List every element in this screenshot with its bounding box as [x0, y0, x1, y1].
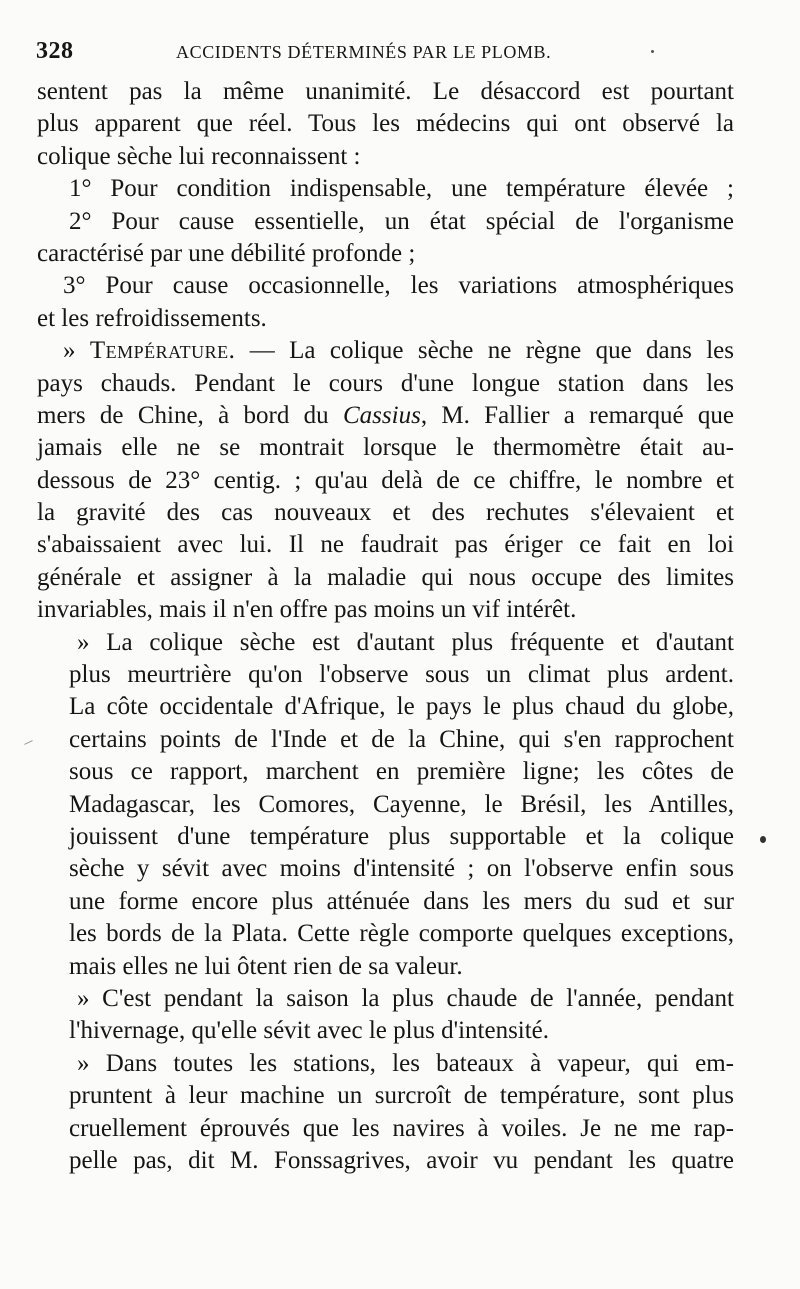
- section-heading: Température.: [89, 337, 236, 365]
- text-line: [37, 400, 734, 432]
- text-line: 3° Pour cause occasionnelle, les variations atmosphériques: [63, 272, 734, 300]
- text-line: sentent pas la même unanimité. Le désaccord est pourtant: [37, 78, 734, 105]
- ink-speck: [651, 50, 654, 53]
- heading-continuation: — La colique sèche ne règne que dans les: [235, 337, 735, 365]
- text-line: 2° Pour cause essentielle, un état spécial de l'organisme: [69, 207, 734, 235]
- text-line: jouissent d'une température plus supportable et la colique: [69, 822, 734, 850]
- text-line: » Dans toutes les stations, les bateaux à vapeur, qui em-: [77, 1049, 734, 1077]
- ship-name: Cassius: [343, 401, 421, 429]
- text-segment: , M. Fallier a remarqué que: [420, 401, 734, 429]
- text-line: » La colique sèche est d'autant plus fréquente et d'autant: [77, 628, 734, 656]
- text-line: 1° Pour condition indispensable, une température élevée ;: [69, 175, 734, 203]
- margin-mark: [24, 740, 33, 745]
- text-line: La côte occidentale d'Afrique, le pays le plus chaud du globe,: [69, 693, 734, 721]
- section-heading-line: [37, 335, 734, 367]
- text-line: Madagascar, les Comores, Cayenne, le Brésil, les Antilles,: [69, 790, 734, 818]
- text-line: cruellement éprouvés que les navires à voiles. Je ne me rap-: [69, 1114, 734, 1142]
- text-line: jamais elle ne se montrait lorsque le thermomètre était au-: [37, 434, 734, 462]
- text-line: invariables, mais il n'en offre pas moins un vif intérêt.: [37, 596, 577, 624]
- text-line: pelle pas, dit M. Fonssagrives, avoir vu pendant les quatre: [69, 1146, 734, 1174]
- page-number: 328: [36, 38, 74, 64]
- running-title: ACCIDENTS DÉTERMINÉS PAR LE PLOMB.: [176, 42, 552, 62]
- text-line: certains points de l'Inde et de la Chine, qui s'en rapprochent: [69, 725, 734, 753]
- quote-mark: »: [63, 337, 90, 365]
- text-line: pruntent à leur machine un surcroît de température, sont plus: [69, 1082, 734, 1110]
- text-line: sèche y sévit avec moins d'intensité ; on l'observe enfin sous: [69, 855, 734, 883]
- text-line: les bords de la Plata. Cette règle comporte quelques exceptions,: [69, 920, 734, 948]
- text-line: pays chauds. Pendant le cours d'une longue station dans les: [37, 369, 734, 397]
- text-line: une forme encore plus atténuée dans les mers du sud et sur: [69, 887, 734, 915]
- text-line: dessous de 23° centig. ; qu'au delà de ce chiffre, le nombre et: [37, 466, 734, 494]
- text-line: s'abaissaient avec lui. Il ne faudrait pas ériger ce fait en loi: [37, 531, 734, 559]
- text-line: » C'est pendant la saison la plus chaude de l'année, pendant: [77, 984, 734, 1012]
- text-line: la gravité des cas nouveaux et des rechutes s'élevaient et: [37, 499, 734, 527]
- text-line: plus apparent que réel. Tous les médecins qui ont observé la: [37, 110, 734, 138]
- text-line: caractérisé par une débilité profonde ;: [37, 239, 416, 267]
- text-line: plus meurtrière qu'on l'observe sous un climat plus ardent.: [69, 661, 734, 689]
- text-line: générale et assigner à la maladie qui nous occupe des limites: [37, 563, 734, 591]
- page-body: [37, 76, 734, 1177]
- text-line: et les refroidissements.: [37, 304, 267, 332]
- text-segment: mers de Chine, à bord du: [37, 401, 343, 429]
- page-header: [36, 38, 736, 72]
- text-line: mais elles ne lui ôtent rien de sa valeur.: [69, 952, 463, 980]
- text-line: l'hivernage, qu'elle sévit avec le plus d'intensité.: [69, 1017, 550, 1045]
- text-line: colique sèche lui reconnaissent :: [37, 142, 361, 170]
- ink-blot: [760, 836, 766, 843]
- text-line: sous ce rapport, marchent en première ligne; les côtes de: [69, 758, 734, 786]
